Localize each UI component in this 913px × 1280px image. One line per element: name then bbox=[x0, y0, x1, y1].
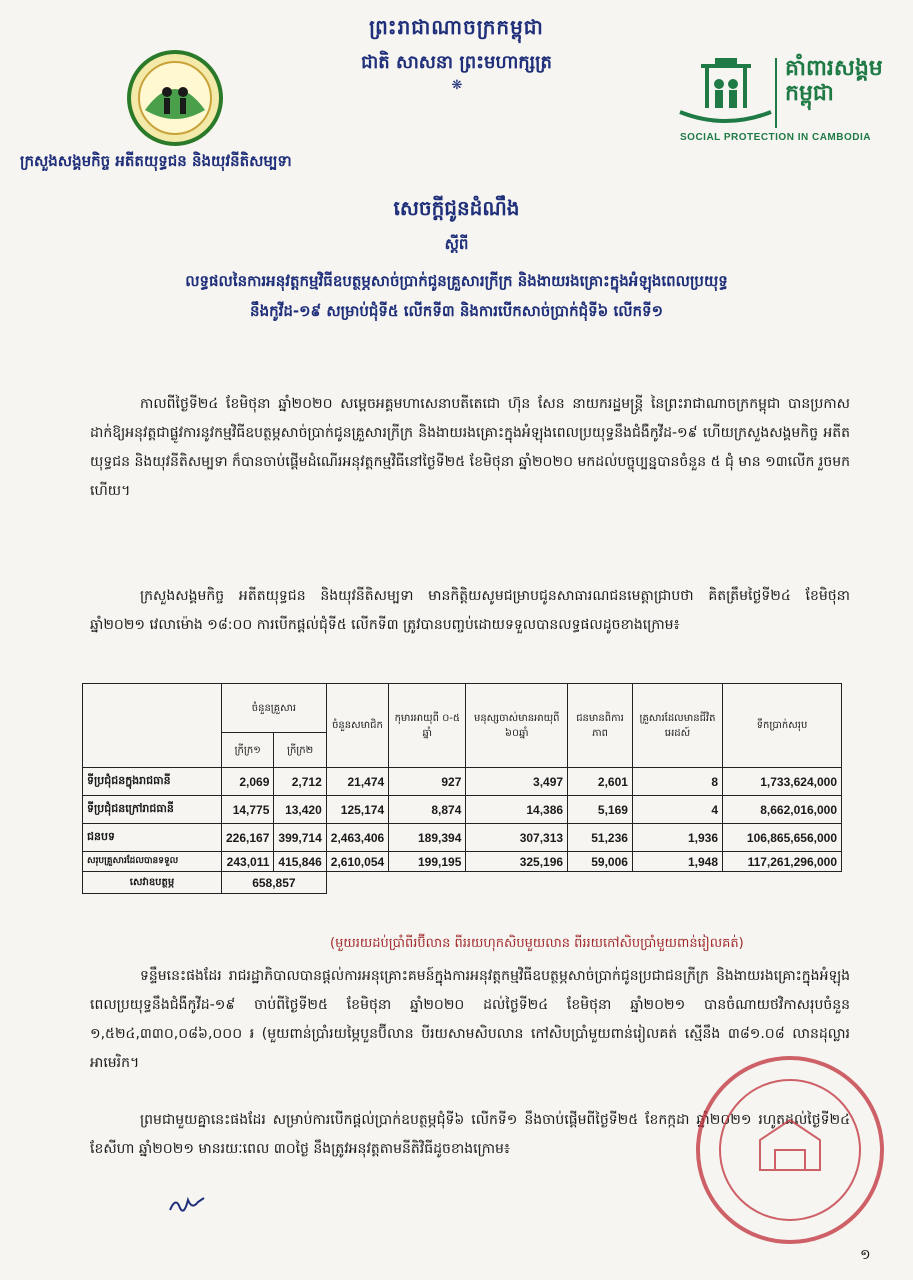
cell-grand-total: 658,857 bbox=[222, 872, 327, 894]
row-label: សរុបគ្រួសារដែលបានទទួល bbox=[83, 852, 222, 872]
subject-line-2: នឹងកូវីដ-១៩ សម្រាប់ជុំទី៥ លើកទី៣ និងការបើកសាច់ប្រាក់ជុំទី៦ លើកទី១ bbox=[250, 302, 663, 320]
table-row bbox=[83, 824, 842, 852]
paragraph-1 bbox=[90, 390, 850, 506]
signature-icon bbox=[168, 1194, 208, 1216]
cell-children: 927 bbox=[389, 768, 466, 796]
cell-hiv: 4 bbox=[632, 796, 722, 824]
cell-members: 21,474 bbox=[326, 768, 388, 796]
header-elderly: មនុស្សចាស់មានអាយុពី ៦០ឆ្នាំ bbox=[466, 684, 568, 768]
cell-disabled: 59,006 bbox=[568, 852, 633, 872]
paragraph-2-text: ក្រសួងសង្គមកិច្ច អតីតយុទ្ធជន និងយុវនីតិសម្បទា មានកិត្តិយសូមជម្រាបជូនសាធារណជនមេត្តាជ្រាបថា គិតត្រឹមថ្ងៃទី២៤ ខែមិថុនា ឆ្នាំ២០២១ វេលាម៉ោង ១៨:០០ ការបើកផ្តល់ជុំទី៥ លើកទី៣ ត្រូវបានបញ្ចប់ដោយទទួលបានលទ្ធផលដូចខាងក្រោម៖ bbox=[90, 588, 850, 633]
results-table bbox=[82, 683, 842, 894]
cell-disabled: 5,169 bbox=[568, 796, 633, 824]
row-label: ជនបទ bbox=[83, 824, 222, 852]
table-row-grand-total bbox=[83, 872, 842, 894]
cell-hiv: 1,948 bbox=[632, 852, 722, 872]
cell-amount: 117,261,296,000 bbox=[723, 852, 842, 872]
social-protection-caption: SOCIAL PROTECTION IN CAMBODIA bbox=[680, 132, 871, 143]
table-row-total bbox=[83, 852, 842, 872]
social-protection-logo-text: គាំពារសង្គមកម្ពុជា bbox=[785, 56, 883, 106]
ornament-icon: ❋ bbox=[451, 78, 463, 93]
table-row bbox=[83, 768, 842, 796]
ministry-name: ក្រសួងសង្គមកិច្ច អតីតយុទ្ធជន និងយុវនីតិសម្បទា bbox=[20, 152, 292, 170]
cell-disabled: 51,236 bbox=[568, 824, 633, 852]
cell-amount: 1,733,624,000 bbox=[723, 768, 842, 796]
cell-poor2: 13,420 bbox=[274, 796, 326, 824]
paragraph-4-text: ព្រមជាមួយគ្នានេះផងដែរ សម្រាប់ការបើកផ្តល់ប្រាក់ឧបត្ថម្ភជុំទី៦ លើកទី១ នឹងចាប់ផ្តើមពីថ្ងៃទី២៥ ខែកក្កដា ឆ្នាំ២០២១ រហូតដល់ថ្ងៃទី២៤ ខែសីហា ឆ្នាំ២០២១ មានរយៈពេល ៣០ថ្ងៃ នឹងត្រូវអនុវត្តតាមនីតិវិធីដូចខាងក្រោម៖ bbox=[90, 1112, 850, 1157]
kingdom-heading: ព្រះរាជាណាចក្រកម្ពុជា bbox=[369, 15, 544, 39]
cell-amount: 106,865,656,000 bbox=[723, 824, 842, 852]
header-hiv: គ្រួសារដែលមានជីវិតអេដស៍ bbox=[632, 684, 722, 768]
cell-amount: 8,662,016,000 bbox=[723, 796, 842, 824]
header-households: ចំនួនគ្រួសារ bbox=[222, 684, 327, 733]
cell-members: 2,463,406 bbox=[326, 824, 388, 852]
official-stamp-icon bbox=[690, 1050, 890, 1250]
table-header-row bbox=[83, 684, 842, 733]
subject-line bbox=[40, 266, 873, 326]
cell-poor1: 2,069 bbox=[222, 768, 274, 796]
row-label: សេវាឧបត្ថម្ភ bbox=[83, 872, 222, 894]
paragraph-1-text: កាលពីថ្ងៃទី២៤ ខែមិថុនា ឆ្នាំ២០២០ សម្តេចអគ្គមហាសេនាបតីតេជោ ហ៊ុន សែន នាយករដ្ឋមន្ត្រី នៃព្រះរាជាណាចក្រកម្ពុជា បានប្រកាសដាក់ឱ្យអនុវត្តជាផ្លូវការនូវកម្មវិធីឧបត្ថម្ភសាច់ប្រាក់ជូនគ្រួសារក្រីក្រ និងងាយរងគ្រោះក្នុងអំឡុងពេលប្រយុទ្ធនឹងជំងឺកូវីដ-១៩ ហើយក្រសួងសង្គមកិច្ច អតីតយុទ្ធជន និងយុវនីតិសម្បទា ក៏បានចាប់ផ្តើមដំណើរអនុវត្តកម្មវិធីនៅថ្ងៃទី២៥ ខែមិថុនា ឆ្នាំ២០២០ មកដល់បច្ចុប្បន្នបានចំនួន ៥ ជុំ មាន ១៣លើក រួចមកហើយ។ bbox=[90, 396, 850, 499]
cell-poor2: 399,714 bbox=[274, 824, 326, 852]
cell-members: 2,610,054 bbox=[326, 852, 388, 872]
cell-members: 125,174 bbox=[326, 796, 388, 824]
header-poor1: ក្រីក្រ១ bbox=[222, 733, 274, 768]
cell-hiv: 8 bbox=[632, 768, 722, 796]
row-label: ទីប្រជុំជនក្រៅរាជធានី bbox=[83, 796, 222, 824]
cell-elderly: 3,497 bbox=[466, 768, 568, 796]
national-motto: ជាតិ សាសនា ព្រះមហាក្សត្រ bbox=[361, 52, 552, 73]
amount-in-words-note: (មួយរយដប់ប្រាំពីរប៊ីលាន ពីររយហុកសិបមួយលាន ពីររយកៅសិបប្រាំមួយពាន់រៀលគត់) bbox=[330, 936, 744, 951]
header-poor2: ក្រីក្រ២ bbox=[274, 733, 326, 768]
cell-disabled: 2,601 bbox=[568, 768, 633, 796]
empty-cell bbox=[326, 872, 841, 894]
cell-hiv: 1,936 bbox=[632, 824, 722, 852]
cell-children: 8,874 bbox=[389, 796, 466, 824]
cell-children: 189,394 bbox=[389, 824, 466, 852]
document-title: សេចក្តីជូនដំណឹង bbox=[393, 196, 520, 220]
ministry-logo-icon bbox=[125, 48, 225, 148]
cell-poor1: 226,167 bbox=[222, 824, 274, 852]
table-header-blank bbox=[83, 684, 222, 768]
header-children: កុមារអាយុពី ០-៥ ឆ្នាំ bbox=[389, 684, 466, 768]
header-disabled: ជនមានពិការភាព bbox=[568, 684, 633, 768]
header-members: ចំនួនសមាជិក bbox=[326, 684, 388, 768]
paragraph-3-text: ទន្ទឹមនេះផងដែរ រាជរដ្ឋាភិបាលបានផ្តល់ការអនុគ្រោះគមន៍ក្នុងការអនុវត្តកម្មវិធីឧបត្ថម្ភសាច់ប្រាក់ជូនប្រជាជនក្រីក្រ និងងាយរងគ្រោះក្នុងអំឡុងពេលប្រយុទ្ធនឹងជំងឺកូវីដ-១៩ ចាប់ពីថ្ងៃទី២៥ ខែមិថុនា ឆ្នាំ២០២០ ដល់ថ្ងៃទី២៤ ខែមិថុនា ឆ្នាំ២០២១ បានចំណាយថវិកាសរុបចំនួន ១,៥២៤,៣៣០,០៨៦,០០០ ៛ (មួយពាន់ប្រាំរយម្ភៃបួនប៊ីលាន បីរយសាមសិបលាន កៅសិបប្រាំមួយពាន់រៀលគត់ ស្មើនឹង ៣៨១.០៨ លានដុល្លារអាមេរិក។ bbox=[90, 968, 850, 1071]
subject-line-1: លទ្ធផលនៃការអនុវត្តកម្មវិធីឧបត្ថម្ភសាច់ប្រាក់ជូនគ្រួសារក្រីក្រ និងងាយរងគ្រោះក្នុងអំឡុងពេលប្រយុទ្ធ bbox=[185, 272, 728, 290]
cell-elderly: 307,313 bbox=[466, 824, 568, 852]
table-row bbox=[83, 796, 842, 824]
cell-elderly: 325,196 bbox=[466, 852, 568, 872]
cell-poor2: 2,712 bbox=[274, 768, 326, 796]
subject-prefix: ស្តីពី bbox=[444, 235, 469, 253]
paragraph-2 bbox=[90, 582, 850, 640]
row-label: ទីប្រជុំជនក្នុងរាជធានី bbox=[83, 768, 222, 796]
cell-poor2: 415,846 bbox=[274, 852, 326, 872]
header-total-amount: ទឹកប្រាក់សរុប bbox=[723, 684, 842, 768]
cell-poor1: 243,011 bbox=[222, 852, 274, 872]
cell-elderly: 14,386 bbox=[466, 796, 568, 824]
cell-children: 199,195 bbox=[389, 852, 466, 872]
cell-poor1: 14,775 bbox=[222, 796, 274, 824]
page-number: ១ bbox=[860, 1247, 871, 1263]
